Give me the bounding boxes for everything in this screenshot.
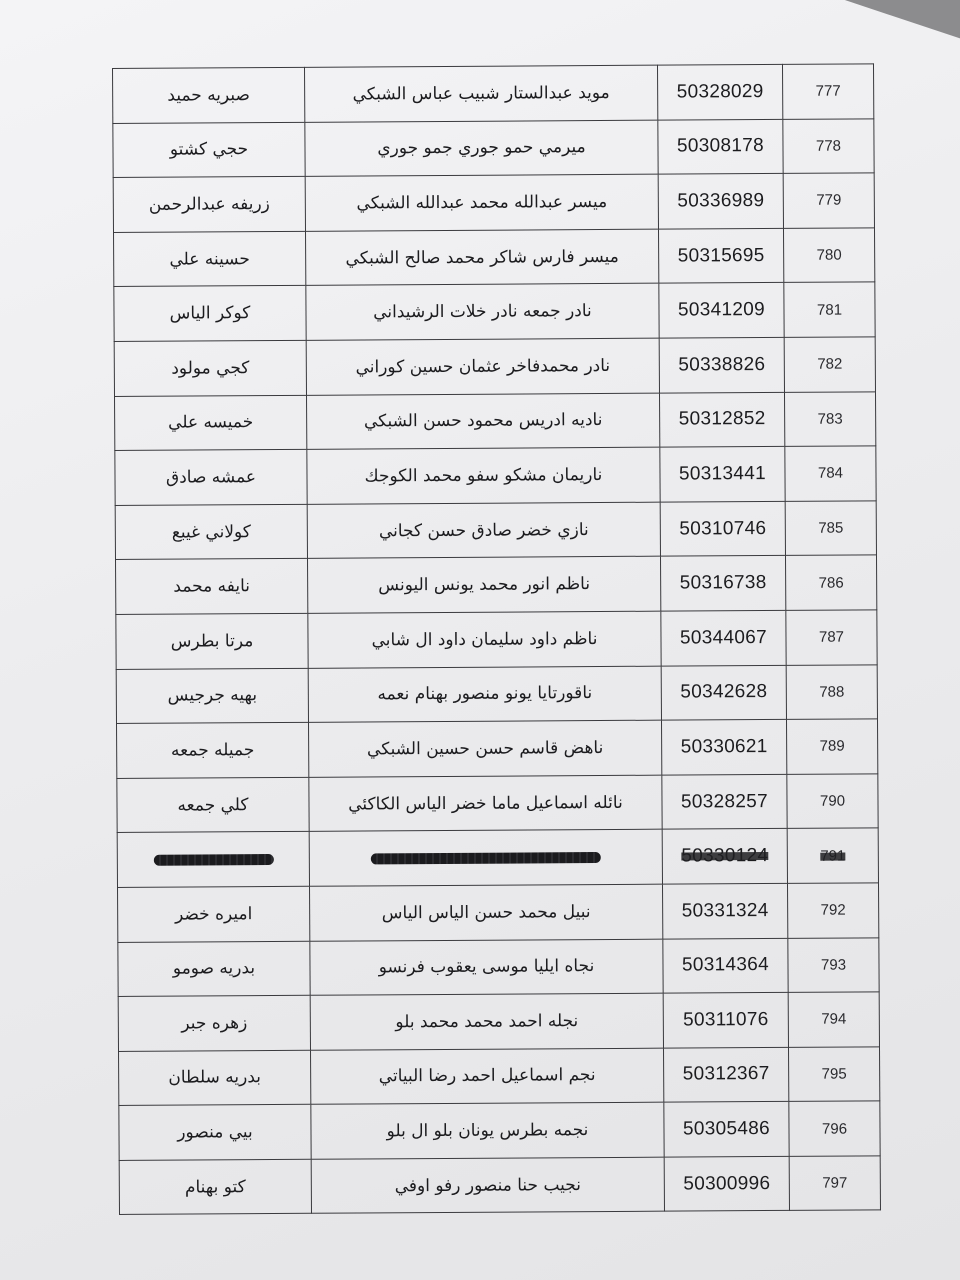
id-number-cell [661,610,786,665]
full-name-cell [308,557,661,614]
row-number-cell [788,937,879,992]
id-number-cell [660,501,785,556]
id-number-text: 50330124 [681,845,769,867]
row-number-text: 783 [817,410,843,428]
row-number-text: 796 [821,1120,848,1138]
full-name-cell [308,666,661,723]
mother-name-text: كتو بهنام [184,1176,246,1198]
table-row [117,828,878,887]
row-number-cell [785,555,876,610]
id-number-cell [662,774,787,829]
id-number-cell [663,1047,788,1102]
full-name-text: نادر جمعه نادر خلات الرشيداني [373,301,592,323]
table-row [114,282,875,341]
redaction-scribble [371,852,601,864]
mother-name-text: كولاني غيبع [171,521,251,543]
full-name-text: مويد عبدالستار شبيب عباس الشبكي [352,82,610,105]
row-number-text: 790 [819,792,846,810]
table-row [114,337,875,396]
id-number-text: 50341209 [677,299,766,321]
full-name-cell [307,502,660,559]
id-number-text: 50310746 [679,517,767,540]
full-name-text: نجمه بطرس يونان بلو ال بلو [386,1120,589,1142]
full-name-cell [307,447,660,504]
full-name-text: ناظم داود سليمان داود ال شابي [371,628,598,651]
full-name-cell [311,1157,664,1214]
row-number-cell [786,719,877,774]
mother-name-cell [119,1159,311,1215]
mother-name-text: بدريه صومو [172,958,256,979]
row-number-cell [785,501,876,556]
mother-name-text: صبريه حميد [167,84,251,106]
mother-name-cell [117,832,309,888]
id-number-text: 50338826 [678,353,766,376]
id-number-cell [659,392,784,447]
row-number-cell [789,1101,880,1156]
row-number-cell [787,883,878,938]
mother-name-text: عمشه صادق [165,467,257,488]
full-name-cell [309,720,662,777]
records-table-body [113,64,881,1215]
row-number-cell [785,446,876,501]
table-row [113,64,874,123]
mother-name-text: كوكر الياس [169,303,251,324]
mother-name-text: مرتا بطرس [170,630,254,652]
mother-name-cell [118,995,310,1051]
id-number-text: 50313441 [678,462,767,485]
id-number-text: 50314364 [681,954,770,976]
id-number-text: 50316738 [679,572,767,594]
row-number-text: 777 [815,82,841,100]
row-number-cell [782,64,873,119]
mother-name-cell [116,559,308,615]
id-number-cell [661,665,786,720]
row-number-text: 789 [819,737,845,756]
full-name-cell [310,939,663,996]
mother-name-cell [114,340,306,396]
full-name-text: نجاه ايليا موسى يعقوب فرنسو [378,956,595,978]
mother-name-text: حسينه علي [169,248,250,270]
mother-name-text: جميله جمعه [170,740,255,761]
full-name-cell [309,775,662,832]
row-number-cell [786,610,877,665]
mother-name-cell [116,668,308,724]
id-number-text: 50311076 [682,1008,769,1031]
row-number-text: 782 [817,355,843,373]
mother-name-cell [117,777,309,833]
id-number-text: 50328257 [680,790,769,813]
full-name-text: نجيب حنا منصور رفو اوفي [394,1174,582,1196]
mother-name-cell [115,449,307,505]
id-number-text: 50305486 [682,1118,771,1140]
full-name-cell [310,993,663,1050]
mother-name-text: زريفه عبدالرحمن [148,194,270,215]
table-row [115,391,876,450]
mother-name-cell [113,177,305,233]
row-number-text: 785 [818,519,844,537]
id-number-text: 50331324 [681,899,769,922]
full-name-cell [309,829,662,886]
mother-name-text: حجي كشتو [169,139,249,161]
mother-name-text: خميسه علي [168,412,254,434]
mother-name-text: بهيه جرجيس [167,685,258,706]
full-name-cell [307,393,660,450]
table-row [114,228,875,287]
mother-name-cell [113,122,305,178]
full-name-text: ناقورتايا يونو منصور بهنام نعمه [377,683,593,705]
table-row [116,610,877,669]
row-number-text: 792 [820,901,846,919]
mother-name-cell [117,722,309,778]
mother-name-cell [118,886,310,942]
id-number-cell [660,556,785,611]
row-number-text: 794 [821,1010,847,1029]
id-number-cell [659,337,784,392]
table-row [119,1047,880,1106]
row-number-cell [784,337,875,392]
full-name-cell [305,229,658,286]
full-name-text: ناظم انور محمد يونس اليونس [378,574,591,596]
row-number-text: 793 [820,956,847,974]
mother-name-text: كجي مولود [171,357,250,379]
table-row [118,883,879,942]
mother-name-cell [115,504,307,560]
row-number-cell [784,391,875,446]
full-name-cell [306,284,659,341]
full-name-text: نازي خضر صادق حسن كجاني [378,519,589,541]
mother-name-text: كلي جمعه [177,794,249,816]
table-row [118,937,879,996]
records-table [112,63,881,1215]
full-name-cell [304,65,657,122]
full-name-cell [310,884,663,941]
mother-name-cell [116,613,308,669]
full-name-text: ميرمي حمو جوري جمو جوري [377,137,586,159]
id-number-text: 50344067 [679,626,768,649]
row-number-text: 791 [820,847,846,865]
id-number-cell [657,64,782,119]
id-number-cell [659,283,784,338]
full-name-cell [311,1048,664,1105]
id-number-cell [662,883,787,938]
full-name-text: نبيل محمد حسن الياس الياس [381,901,591,924]
full-name-text: ميسر عبدالله محمد عبدالله الشبكي [356,191,608,214]
table-row [119,1101,880,1160]
full-name-text: ناريمان مشكو سفو محمد الكوجك [364,464,603,487]
mother-name-cell [115,395,307,451]
mother-name-cell [118,941,310,997]
full-name-text: ميسر فارس شاكر محمد صالح الشبكي [345,246,619,269]
id-number-cell [664,1102,789,1157]
id-number-text: 50342628 [680,681,768,703]
row-number-text: 779 [816,192,842,210]
row-number-cell [786,664,877,719]
id-number-cell [662,829,787,884]
row-number-text: 778 [815,137,842,155]
table-row [117,774,878,833]
full-name-cell [308,611,661,668]
id-number-text: 50300996 [683,1172,771,1195]
row-number-cell [788,992,879,1047]
mother-name-text: زهره جبر [181,1013,248,1034]
id-number-cell [663,992,788,1047]
id-number-cell [658,174,783,229]
mother-name-cell [114,286,306,342]
row-number-cell [783,173,874,228]
id-number-cell [663,938,788,993]
id-number-cell [661,720,786,775]
full-name-text: ناهض قاسم حسن حسين الشبكي [366,737,604,760]
table-row [113,173,874,232]
full-name-cell [311,1102,664,1159]
full-name-text: نائله اسماعيل ماما خضر الياس الكاكئي [348,792,623,815]
full-name-cell [306,338,659,395]
id-number-text: 50308178 [676,135,765,157]
id-number-text: 50312367 [682,1063,770,1086]
row-number-text: 780 [816,246,842,264]
full-name-cell [305,174,658,231]
row-number-text: 784 [817,464,844,483]
row-number-text: 797 [822,1174,848,1192]
id-number-text: 50330621 [680,735,768,758]
table-row [117,719,878,778]
row-number-text: 781 [816,301,843,319]
row-number-cell [784,282,875,337]
row-number-cell [788,1047,879,1102]
mother-name-cell [113,67,305,123]
row-number-text: 786 [818,574,844,592]
mother-name-cell [119,1105,311,1161]
id-number-cell [664,1156,789,1211]
id-number-text: 50315695 [677,244,765,267]
row-number-text: 795 [821,1065,847,1083]
full-name-text: نادر محمدفاخر عثمان حسين كوراني [355,355,611,378]
id-number-text: 50336989 [677,190,765,212]
mother-name-text: اميره خضر [174,903,253,925]
mother-name-text: بدريه سلطان [168,1067,262,1089]
table-row [115,446,876,505]
row-number-text: 788 [819,683,845,701]
mother-name-cell [119,1050,311,1106]
table-row [116,664,877,723]
id-number-cell [658,228,783,283]
mother-name-text: نايفه محمد [173,576,251,597]
row-number-cell [787,828,878,883]
id-number-cell [658,119,783,174]
id-number-text: 50312852 [678,408,766,430]
full-name-text: ناديه ادريس محمود حسن الشبكي [363,410,603,432]
table-row [116,555,877,614]
mother-name-text: بيي منصور [177,1122,253,1143]
row-number-text: 787 [818,628,845,646]
table-row [113,118,874,177]
table-row [115,501,876,560]
full-name-text: نجم اسماعيل احمد رضا البياتي [378,1065,596,1087]
row-number-cell [783,118,874,173]
row-number-cell [789,1156,880,1211]
redaction-scribble [153,854,273,866]
table-row [118,992,879,1051]
full-name-text: نجله احمد محمد محمد بلو [395,1011,579,1033]
mother-name-cell [114,231,306,287]
id-number-cell [660,447,785,502]
id-number-text: 50328029 [676,80,764,103]
table-row [119,1156,880,1215]
full-name-cell [305,120,658,177]
row-number-cell [783,228,874,283]
row-number-cell [787,774,878,829]
